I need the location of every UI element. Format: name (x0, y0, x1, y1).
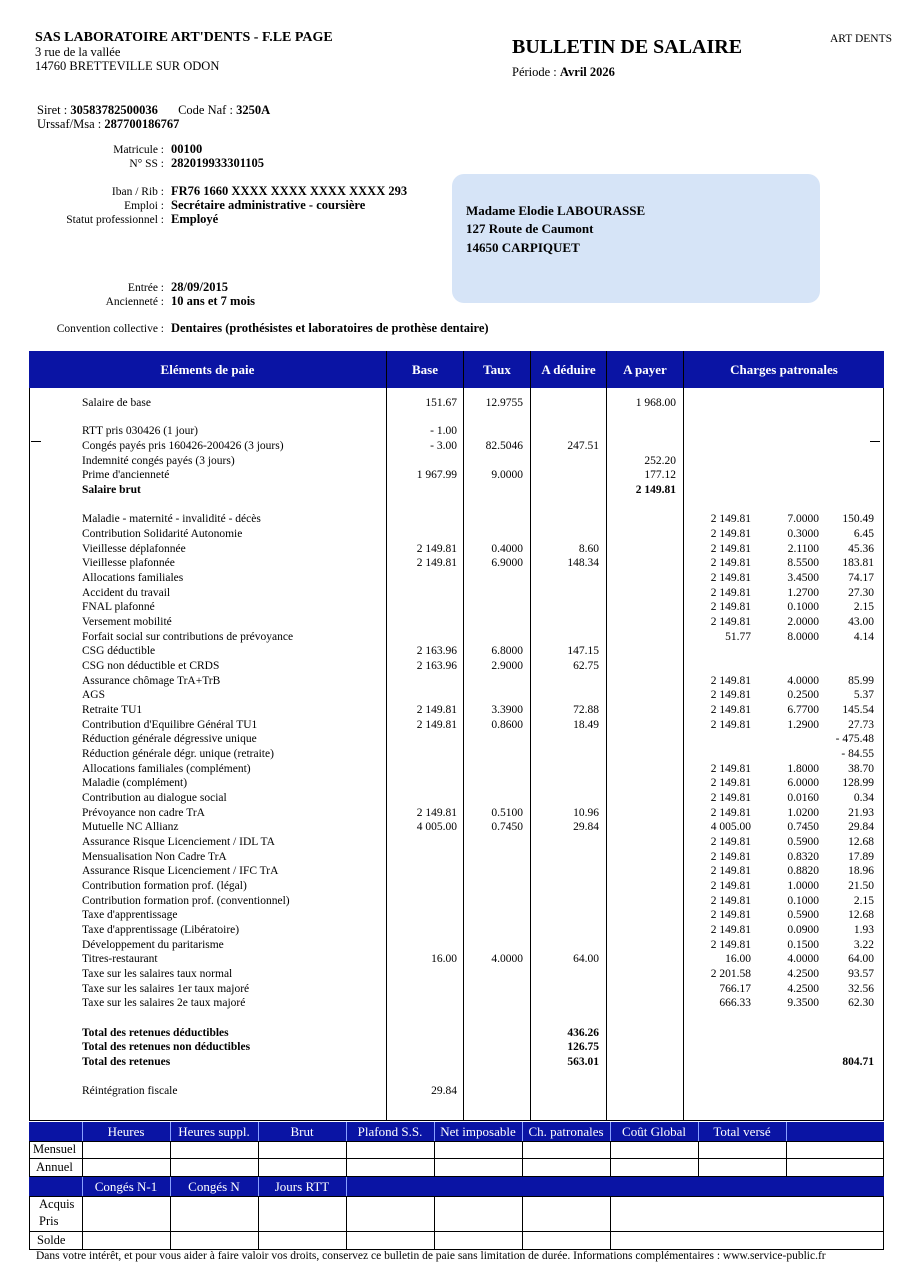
row-base: 2 149.81 (416, 719, 457, 731)
row-patronal-base: 2 149.81 (710, 689, 751, 701)
row-patronal-montant: 145.54 (842, 704, 874, 716)
recipient-name: Madame Elodie LABOURASSE (466, 203, 646, 218)
anciennete-label: Ancienneté : (105, 296, 164, 308)
row-base: 2 149.81 (416, 704, 457, 716)
row-label: Contribution au dialogue social (82, 792, 227, 804)
iban-value: FR76 1660 XXXX XXXX XXXX XXXX 293 (171, 184, 408, 198)
row-label: Forfait social sur contributions de prévoyance (82, 631, 294, 643)
summary-grid-line (170, 1141, 171, 1177)
row-label: Vieillesse plafonnée (82, 557, 175, 569)
row-label: Taxe sur les salaires 2e taux majoré (82, 997, 246, 1009)
row-patronal-taux: 0.7450 (787, 821, 819, 833)
summary-header-6: Coût Global (610, 1122, 698, 1140)
summary-grid-line (522, 1122, 523, 1141)
recipient-address-box (452, 174, 820, 303)
employer-address-line1: 3 rue de la vallée (35, 45, 121, 59)
urssaf-value: 287700186767 (104, 117, 180, 131)
column-divider (386, 351, 387, 1121)
summary-grid-line (29, 1141, 30, 1177)
row-label: Assurance Risque Licenciement / IDL TA (82, 836, 275, 848)
summary-grid-line (29, 1196, 30, 1250)
row-patronal-montant: 45.36 (848, 543, 874, 555)
summary-grid-line (170, 1177, 171, 1196)
summary-header-7: Total versé (698, 1122, 786, 1140)
summary-grid-line (258, 1177, 259, 1196)
row-label: Total des retenues déductibles (82, 1027, 229, 1039)
ss-label: N° SS : (129, 158, 164, 170)
row-patronal-base: 2 149.81 (710, 792, 751, 804)
row-patronal-base: 4 005.00 (710, 821, 751, 833)
row-patronal-base: 2 149.81 (710, 777, 751, 789)
row-taux: 6.9000 (491, 557, 523, 569)
row-patronal-montant: 183.81 (842, 557, 874, 569)
row-a-deduire: 147.15 (567, 645, 599, 657)
row-label: Réduction générale dégr. unique (retraite) (82, 748, 274, 760)
emploi-value: Secrétaire administrative - coursière (171, 198, 366, 212)
summary-grid-line (170, 1122, 171, 1141)
row-base: 2 163.96 (416, 645, 457, 657)
row-label: AGS (82, 689, 106, 701)
row-base: 2 149.81 (416, 807, 457, 819)
entree-value: 28/09/2015 (171, 280, 228, 294)
row-patronal-taux: 1.2900 (787, 719, 819, 731)
summary-grid-line (170, 1196, 171, 1250)
summary-grid-line (258, 1141, 259, 1177)
row-patronal-base: 2 149.81 (710, 543, 751, 555)
row-patronal-base: 2 149.81 (710, 924, 751, 936)
row-patronal-base: 2 149.81 (710, 763, 751, 775)
row-patronal-taux: 4.0000 (787, 953, 819, 965)
row-label: Salaire brut (82, 484, 141, 496)
naf-label: Code Naf : (178, 103, 233, 117)
row-patronal-taux: 0.1000 (787, 601, 819, 613)
convention-label: Convention collective : (56, 323, 164, 335)
summary-grid-line (786, 1122, 787, 1141)
summary-grid-line (522, 1141, 523, 1177)
summary-grid-line (29, 1196, 884, 1197)
row-patronal-taux: 1.0200 (787, 807, 819, 819)
row-patronal-montant: 3.22 (853, 939, 874, 951)
header-a-payer: A payer (623, 362, 667, 377)
summary-header-2: Brut (258, 1122, 346, 1140)
header-a-deduire: A déduire (541, 362, 596, 377)
row-a-deduire: 148.34 (567, 557, 599, 569)
row-patronal-base: 2 149.81 (710, 675, 751, 687)
summary-grid-line (786, 1141, 787, 1177)
row-patronal-taux: 3.4500 (787, 572, 819, 584)
convention-value: Dentaires (prothésistes et laboratoires de prothèse dentaire) (171, 321, 489, 335)
summary-header-5: Ch. patronales (522, 1122, 610, 1140)
summary-grid-line (610, 1122, 611, 1141)
row-patronal-montant: 74.17 (848, 572, 874, 584)
row-patronal-montant: 17.89 (848, 851, 874, 863)
ss-value: 282019933301105 (171, 156, 265, 170)
row-patronal-montant: - 475.48 (835, 733, 874, 745)
row-patronal-montant: 1.93 (853, 924, 874, 936)
emploi-label: Emploi : (124, 200, 164, 212)
row-taux: 0.4000 (491, 543, 523, 555)
statut-label: Statut professionnel : (66, 214, 164, 226)
row-patronal-base: 2 149.81 (710, 587, 751, 599)
row-taux: 82.5046 (485, 440, 523, 452)
conges-header-2: Jours RTT (258, 1177, 346, 1195)
row-patronal-taux: 0.8820 (787, 865, 819, 877)
row-taux: 12.9755 (485, 397, 523, 409)
row-label: Développement du paritarisme (82, 939, 224, 951)
row-patronal-taux: 0.8320 (787, 851, 819, 863)
row-label: Maladie - maternité - invalidité - décès (82, 513, 261, 525)
row-patronal-base: 2 149.81 (710, 557, 751, 569)
row-taux: 0.5100 (491, 807, 523, 819)
iban-label: Iban / Rib : (111, 186, 164, 198)
summary-grid-line (346, 1177, 347, 1196)
row-patronal-montant: 804.71 (842, 1056, 874, 1068)
row-patronal-montant: 150.49 (842, 513, 874, 525)
row-patronal-taux: 8.5500 (787, 557, 819, 569)
row-a-deduire: 72.88 (573, 704, 599, 716)
row-label: Contribution formation prof. (légal) (82, 880, 247, 892)
summary-grid-line (82, 1177, 83, 1196)
column-divider (606, 351, 607, 1121)
siret-label: Siret : (37, 103, 68, 117)
row-patronal-base: 766.17 (719, 983, 751, 995)
row-base: 2 163.96 (416, 660, 457, 672)
row-a-payer: 177.12 (644, 469, 676, 481)
employer-name: SAS LABORATOIRE ART'DENTS - F.LE PAGE (35, 30, 333, 45)
row-patronal-base: 2 201.58 (710, 968, 751, 980)
pay-period (512, 65, 615, 80)
row-patronal-taux: 6.0000 (787, 777, 819, 789)
row-patronal-montant: 29.84 (848, 821, 874, 833)
row-label: CSG déductible (82, 645, 156, 657)
employer-address-line2: 14760 BRETTEVILLE SUR ODON (35, 59, 220, 73)
header-base: Base (412, 362, 438, 377)
row-label: Accident du travail (82, 587, 171, 599)
summary-grid-line (883, 1141, 884, 1177)
recipient-street: 127 Route de Caumont (466, 221, 594, 236)
row-label: Total des retenues non déductibles (82, 1041, 251, 1053)
row-label: RTT pris 030426 (1 jour) (82, 425, 199, 437)
conges-row-pris: Pris (39, 1214, 59, 1228)
row-label: Allocations familiales (complément) (82, 763, 251, 775)
summary-grid-line (522, 1196, 523, 1250)
row-patronal-montant: 62.30 (848, 997, 874, 1009)
row-taux: 2.9000 (491, 660, 523, 672)
summary-grid-line (82, 1141, 83, 1177)
row-taux: 0.7450 (491, 821, 523, 833)
row-patronal-taux: 9.3500 (787, 997, 819, 1009)
row-base: 16.00 (431, 953, 457, 965)
row-patronal-base: 2 149.81 (710, 895, 751, 907)
row-patronal-taux: 2.0000 (787, 616, 819, 628)
row-patronal-taux: 0.3000 (787, 528, 819, 540)
row-a-deduire: 18.49 (573, 719, 599, 731)
row-a-payer: 1 968.00 (635, 397, 676, 409)
column-divider (463, 351, 464, 1121)
row-label: Contribution formation prof. (conventionnel) (82, 895, 290, 907)
row-patronal-montant: 27.73 (848, 719, 874, 731)
row-label: Réduction générale dégressive unique (82, 733, 257, 745)
row-base: 4 005.00 (416, 821, 457, 833)
summary-grid-line (29, 1176, 884, 1177)
recipient-city: 14650 CARPIQUET (466, 240, 580, 255)
row-label: Allocations familiales (82, 572, 184, 584)
row-patronal-taux: 1.0000 (787, 880, 819, 892)
summary-grid-line (434, 1122, 435, 1141)
statut-value: Employé (171, 212, 219, 226)
row-patronal-montant: 4.14 (853, 631, 874, 643)
pay-period-label: Période : (512, 65, 557, 79)
summary-grid-line (346, 1196, 347, 1250)
row-patronal-taux: 4.2500 (787, 968, 819, 980)
row-patronal-base: 2 149.81 (710, 865, 751, 877)
row-patronal-montant: 38.70 (848, 763, 874, 775)
row-patronal-montant: 21.93 (848, 807, 874, 819)
row-patronal-taux: 6.7700 (787, 704, 819, 716)
row-a-deduire: 126.75 (567, 1041, 599, 1053)
footer-notice: Dans votre intérêt, et pour vous aider à faire valoir vos droits, conservez ce bulletin de paie sans limitation de durée. Informations complémentaires : www.service-public.fr (36, 1250, 826, 1262)
row-label: Salaire de base (82, 397, 151, 409)
row-label: Taxe sur les salaires 1er taux majoré (82, 983, 250, 995)
row-base: 151.67 (425, 397, 457, 409)
summary-grid-line (610, 1196, 611, 1250)
row-patronal-base: 2 149.81 (710, 836, 751, 848)
row-label: Congés payés pris 160426-200426 (3 jours) (82, 440, 284, 452)
conges-header-1: Congés N (170, 1177, 258, 1195)
row-patronal-montant: 2.15 (853, 601, 874, 613)
row-patronal-montant: 64.00 (848, 953, 874, 965)
summary-grid-line (698, 1141, 699, 1177)
row-base: 29.84 (431, 1085, 457, 1097)
conges-row-acquis: Acquis (39, 1197, 75, 1211)
summary-grid-line (883, 1196, 884, 1250)
header-taux: Taux (483, 362, 511, 377)
row-base: 2 149.81 (416, 557, 457, 569)
pay-period-value: Avril 2026 (559, 65, 615, 79)
naf-value: 3250A (236, 103, 271, 117)
row-patronal-montant: 2.15 (853, 895, 874, 907)
row-patronal-montant: 21.50 (848, 880, 874, 892)
row-patronal-taux: 1.2700 (787, 587, 819, 599)
row-patronal-base: 666.33 (719, 997, 751, 1009)
row-patronal-taux: 2.1100 (787, 543, 819, 555)
summary-grid-line (346, 1141, 347, 1177)
row-patronal-taux: 0.1000 (787, 895, 819, 907)
row-label: Contribution Solidarité Autonomie (82, 528, 243, 540)
row-patronal-montant: 27.30 (848, 587, 874, 599)
row-taux: 9.0000 (491, 469, 523, 481)
row-patronal-taux: 0.0900 (787, 924, 819, 936)
column-divider (683, 351, 684, 1121)
row-patronal-base: 2 149.81 (710, 572, 751, 584)
siret-naf-line (37, 103, 270, 118)
siret-value: 30583782500036 (70, 103, 158, 117)
row-a-deduire: 62.75 (573, 660, 599, 672)
summary-grid-line (258, 1122, 259, 1141)
row-base: - 3.00 (430, 440, 457, 452)
row-patronal-montant: 85.99 (848, 675, 874, 687)
row-a-deduire: 10.96 (573, 807, 599, 819)
row-label: Contribution d'Equilibre Général TU1 (82, 719, 258, 731)
row-label: Retraite TU1 (82, 704, 143, 716)
row-patronal-taux: 4.2500 (787, 983, 819, 995)
row-patronal-base: 2 149.81 (710, 807, 751, 819)
row-a-deduire: 563.01 (567, 1056, 599, 1068)
row-label: Taxe d'apprentissage (Libératoire) (82, 924, 240, 936)
row-patronal-base: 2 149.81 (710, 616, 751, 628)
entree-label: Entrée : (127, 282, 164, 294)
brand-label: ART DENTS (830, 33, 893, 45)
row-patronal-montant: 93.57 (848, 968, 874, 980)
row-patronal-taux: 0.5900 (787, 909, 819, 921)
summary-row-mensuel: Mensuel (33, 1142, 77, 1156)
row-a-deduire: 436.26 (567, 1027, 599, 1039)
row-taux: 0.8600 (491, 719, 523, 731)
summary-header-4: Net imposable (434, 1122, 522, 1140)
row-taux: 3.3900 (491, 704, 523, 716)
row-patronal-taux: 0.1500 (787, 939, 819, 951)
summary-grid-line (29, 1158, 884, 1159)
document-title: BULLETIN DE SALAIRE (512, 36, 743, 58)
matricule-value: 00100 (171, 142, 203, 156)
row-patronal-taux: 1.8000 (787, 763, 819, 775)
row-label: Total des retenues (82, 1056, 171, 1068)
matricule-label: Matricule : (113, 144, 164, 156)
urssaf-line (37, 117, 179, 132)
row-label: Vieillesse déplafonnée (82, 543, 186, 555)
row-patronal-taux: 0.2500 (787, 689, 819, 701)
row-base: 1 967.99 (416, 469, 457, 481)
anciennete-value: 10 ans et 7 mois (171, 294, 256, 308)
summary-grid-line (29, 1141, 884, 1142)
row-label: Taxe d'apprentissage (82, 909, 178, 921)
row-patronal-montant: 32.56 (848, 983, 874, 995)
row-label: Prime d'ancienneté (82, 469, 170, 481)
summary-grid-line (346, 1122, 347, 1141)
summary-grid-line (258, 1196, 259, 1250)
row-patronal-montant: 5.37 (853, 689, 874, 701)
row-label: Versement mobilité (82, 616, 172, 628)
row-patronal-montant: - 84.55 (841, 748, 874, 760)
row-label: FNAL plafonné (82, 601, 155, 613)
row-patronal-taux: 4.0000 (787, 675, 819, 687)
summary-header-3: Plafond S.S. (346, 1122, 434, 1140)
row-label: Assurance chômage TrA+TrB (82, 675, 221, 687)
conges-row-solde: Solde (37, 1233, 66, 1247)
row-patronal-montant: 0.34 (853, 792, 874, 804)
row-label: CSG non déductible et CRDS (82, 660, 220, 672)
summary-row-annuel: Annuel (36, 1160, 73, 1174)
row-patronal-taux: 0.0160 (787, 792, 819, 804)
row-patronal-taux: 0.5900 (787, 836, 819, 848)
row-patronal-base: 2 149.81 (710, 909, 751, 921)
row-label: Indemnité congés payés (3 jours) (82, 455, 235, 467)
row-patronal-base: 2 149.81 (710, 601, 751, 613)
urssaf-label: Urssaf/Msa : (37, 117, 102, 131)
row-label: Mensualisation Non Cadre TrA (82, 851, 227, 863)
row-patronal-montant: 12.68 (848, 836, 874, 848)
summary-grid-line (698, 1122, 699, 1141)
row-label: Mutuelle NC Allianz (82, 821, 179, 833)
summary-grid-line (434, 1141, 435, 1177)
row-patronal-montant: 6.45 (853, 528, 874, 540)
summary-header-0: Heures (82, 1122, 170, 1140)
row-patronal-base: 2 149.81 (710, 704, 751, 716)
row-patronal-montant: 18.96 (848, 865, 874, 877)
summary-grid-line (434, 1196, 435, 1250)
row-patronal-base: 51.77 (725, 631, 751, 643)
header-charges-patronales: Charges patronales (730, 362, 838, 377)
row-a-deduire: 64.00 (573, 953, 599, 965)
row-label: Titres-restaurant (82, 953, 158, 965)
row-patronal-base: 2 149.81 (710, 528, 751, 540)
row-taux: 4.0000 (491, 953, 523, 965)
row-label: Prévoyance non cadre TrA (82, 807, 205, 819)
row-a-payer: 2 149.81 (635, 484, 676, 496)
summary-grid-line (82, 1122, 83, 1141)
header-elements: Eléments de paie (160, 362, 255, 377)
summary-grid-line (82, 1196, 83, 1250)
row-a-payer: 252.20 (644, 455, 676, 467)
row-a-deduire: 8.60 (578, 543, 599, 555)
row-label: Maladie (complément) (82, 777, 188, 789)
row-label: Réintégration fiscale (82, 1085, 178, 1097)
fold-mark (31, 441, 41, 442)
summary-grid-line (610, 1141, 611, 1177)
summary-grid-line (29, 1231, 884, 1232)
row-patronal-base: 2 149.81 (710, 719, 751, 731)
summary-header-1: Heures suppl. (170, 1122, 258, 1140)
conges-header-0: Congés N-1 (82, 1177, 170, 1195)
row-patronal-base: 16.00 (725, 953, 751, 965)
row-patronal-montant: 12.68 (848, 909, 874, 921)
row-label: Assurance Risque Licenciement / IFC TrA (82, 865, 279, 877)
row-base: 2 149.81 (416, 543, 457, 555)
row-patronal-base: 2 149.81 (710, 880, 751, 892)
row-patronal-taux: 8.0000 (787, 631, 819, 643)
row-patronal-base: 2 149.81 (710, 939, 751, 951)
row-patronal-montant: 128.99 (842, 777, 874, 789)
row-taux: 6.8000 (491, 645, 523, 657)
row-patronal-montant: 43.00 (848, 616, 874, 628)
row-a-deduire: 29.84 (573, 821, 599, 833)
row-patronal-taux: 7.0000 (787, 513, 819, 525)
row-patronal-base: 2 149.81 (710, 513, 751, 525)
row-patronal-base: 2 149.81 (710, 851, 751, 863)
fold-mark (870, 441, 880, 442)
column-divider (530, 351, 531, 1121)
row-label: Taxe sur les salaires taux normal (82, 968, 233, 980)
row-a-deduire: 247.51 (567, 440, 599, 452)
row-base: - 1.00 (430, 425, 457, 437)
